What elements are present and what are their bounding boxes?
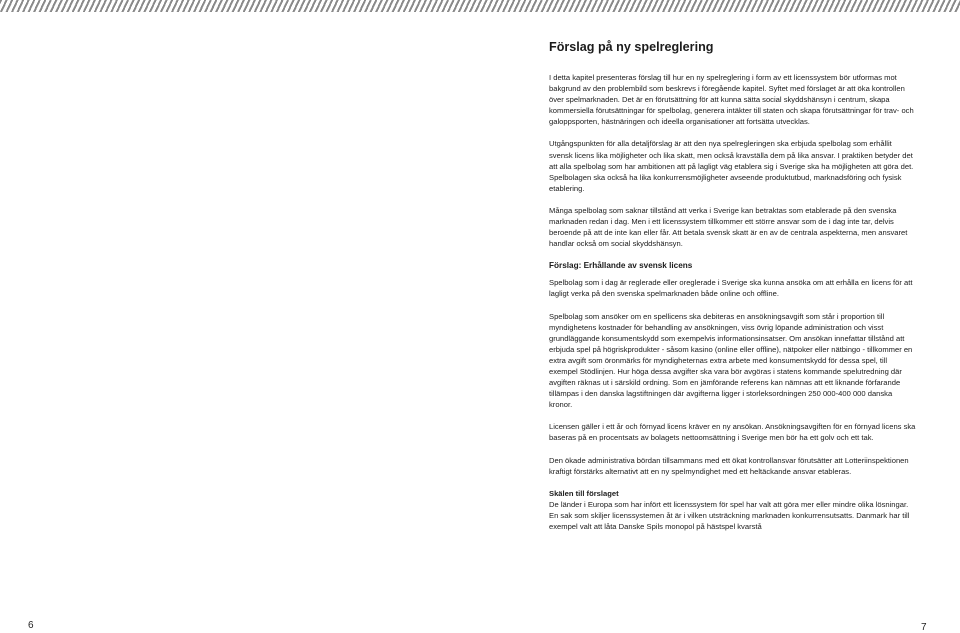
paragraph: Utgångspunkten för alla detaljförslag är att den nya spelregleringen ska erbjuda spelbolag som erhållit svensk licens lika möjligheter och lika skatt, men också kravställa dem på lika ansvar. I praktiken betyder det att alla spelbolag som har ambitionen att på lagligt väg etablera sig i Sverige ska ha möjligheten att göra det. Spelbolagen ska också ha lika konkurrensmöjligheter avseende produktutbud, marknadsföring och fysisk etablering.: [549, 139, 914, 193]
paragraph: De länder i Europa som har infört ett licenssystem för spel har valt att göra mer eller mindre olika lösningar. En sak som skiljer licenssystemen åt är i vilken utsträckning marknaden konkurrensutsatts. Danmark har till exempel valt att låta Danske Spils monopol på hästspel kvarstå: [549, 499, 910, 531]
page-number-left: 6: [28, 620, 34, 631]
section-heading: Förslag: Erhållande av svensk licens: [549, 261, 693, 271]
paragraph: Många spelbolag som saknar tillstånd att verka i Sverige kan betraktas som etablerade på den svenska marknaden redan i dag. Men i ett licenssystem tillkommer ett större ansvar som de i dag inte tar, delvis beroende på att de inte kan eller får. Att betala svensk skatt är en av de centrala aspekterna, men ansvaret handlar också om social skyddshänsyn.: [549, 205, 908, 249]
page-number-right: 7: [921, 622, 927, 633]
decorative-stripe-border: [0, 0, 960, 12]
paragraph: I detta kapitel presenteras förslag till hur en ny spelreglering i form av ett licenssystem bör utformas mot bakgrund av den problembild som beskrevs i föregående kapitel. Syftet med förslaget är att öka kontrollen över spelmarknaden. Det är en förutsättning för att kunna sätta social skyddshänsyn i centrum, skapa kommersiella förutsättningar för spelbolag, generera intäkter till staten och skapa förutsättningar för trav- och galoppsporten, hästnäringen och ideella organisationer att fortsätta utvecklas.: [549, 73, 914, 127]
text-column: [549, 40, 916, 543]
paragraph: Licensen gäller i ett år och förnyad licens kräver en ny ansökan. Ansökningsavgiften för en förnyad licens ska baseras på en procentsats av bolagets nettoomsättning i Sverige men bör ha ett golv och ett tak.: [549, 422, 916, 443]
page-title: Förslag på ny spelreglering: [549, 40, 714, 54]
subsection-heading: Skälen till förslaget: [549, 488, 619, 498]
paragraph: Spelbolag som i dag är reglerade eller oreglerade i Sverige ska kunna ansöka om att erhålla en licens för att lagligt verka på den svenska spelmarknaden både online och offline.: [549, 278, 913, 299]
paragraph: Spelbolag som ansöker om en spellicens ska debiteras en ansökningsavgift som står i proportion till myndighetens kostnader för behandling av ansökningen, viss övrig löpande administration och visst grundläggande konsumentskydd som exempelvis informationsinsatser. Om ansökan innefattar tillstånd att erbjuda spel på högriskprodukter - såsom kasino (online eller offline), nätpoker eller nätbingo - tillkommer en extra avgift som öronmärks för myndigheternas extra arbete med konsumentskydd för dessa spel, till exempel Stödlinjen. Hur höga dessa avgifter ska vara bör avgöras i statens kommande spelutredning där avgiften räknas ut i särskild ordning. Som en jämförande referens kan nämnas att ett liknande förfarande tillämpas i den danska lagstiftningen där avgifterna ligger i storleksordningen 250 000-400 000 danska kronor.: [549, 311, 913, 410]
paragraph: Den ökade administrativa bördan tillsammans med ett ökat kontrollansvar förutsätter att Lotteriinspektionen kraftigt förstärks alternativt att en ny spelmyndighet med ett heltäckande ansvar etableras.: [549, 455, 909, 476]
